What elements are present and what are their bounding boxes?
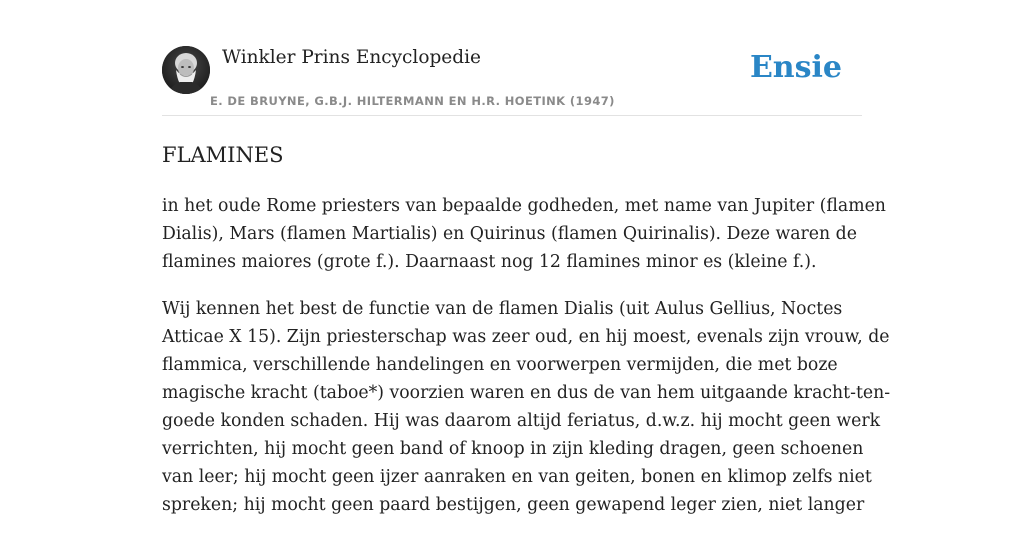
text-line: Dialis), Mars (flamen Martialis) en Quirinus (flamen Quirinalis). Deze waren de (162, 224, 857, 244)
page (162, 0, 891, 515)
site-title[interactable]: Winkler Prins Encyclopedie (222, 47, 481, 68)
text-line: Wij kennen het best de functie van de flamen Dialis (uit Aulus Gellius, Noctes (162, 299, 843, 319)
entry-title: FLAMINES (162, 143, 284, 167)
bearded-man-portrait-icon (162, 46, 210, 94)
authors-credit: E. DE BRUYNE, G.B.J. HILTERMANN EN H.R. HOETINK (1947) (210, 94, 615, 108)
avatar[interactable] (162, 46, 210, 94)
text-line: spreken; hij mocht geen paard bestijgen, geen gewapend leger zien, niet langer (162, 495, 865, 515)
article-body (162, 192, 891, 538)
text-line: flammica, verschillende handelingen en voorwerpen vermijden, die met boze (162, 355, 838, 375)
paragraph (162, 295, 891, 519)
site-header (162, 0, 862, 116)
text-line: Atticae X 15). Zijn priesterschap was zeer oud, en hij moest, evenals zijn vrouw, de (162, 327, 890, 347)
text-line: verrichten, hij mocht geen band of knoop in zijn kleding dragen, geen schoenen (162, 439, 864, 459)
text-line: in het oude Rome priesters van bepaalde godheden, met name van Jupiter (flamen (162, 196, 886, 216)
brand-logo[interactable]: Ensie (749, 50, 842, 85)
text-line: van leer; hij mocht geen ijzer aanraken en van geiten, bonen en klimop zelfs niet (162, 467, 872, 487)
text-line: goede konden schaden. Hij was daarom altijd feriatus, d.w.z. hij mocht geen werk (162, 411, 881, 431)
text-line: magische kracht (taboe*) voorzien waren en dus de van hem uitgaande kracht-ten- (162, 383, 891, 403)
text-line: flamines maiores (grote f.). Daarnaast nog 12 flamines minor es (kleine f.). (162, 252, 817, 272)
paragraph (162, 192, 886, 276)
